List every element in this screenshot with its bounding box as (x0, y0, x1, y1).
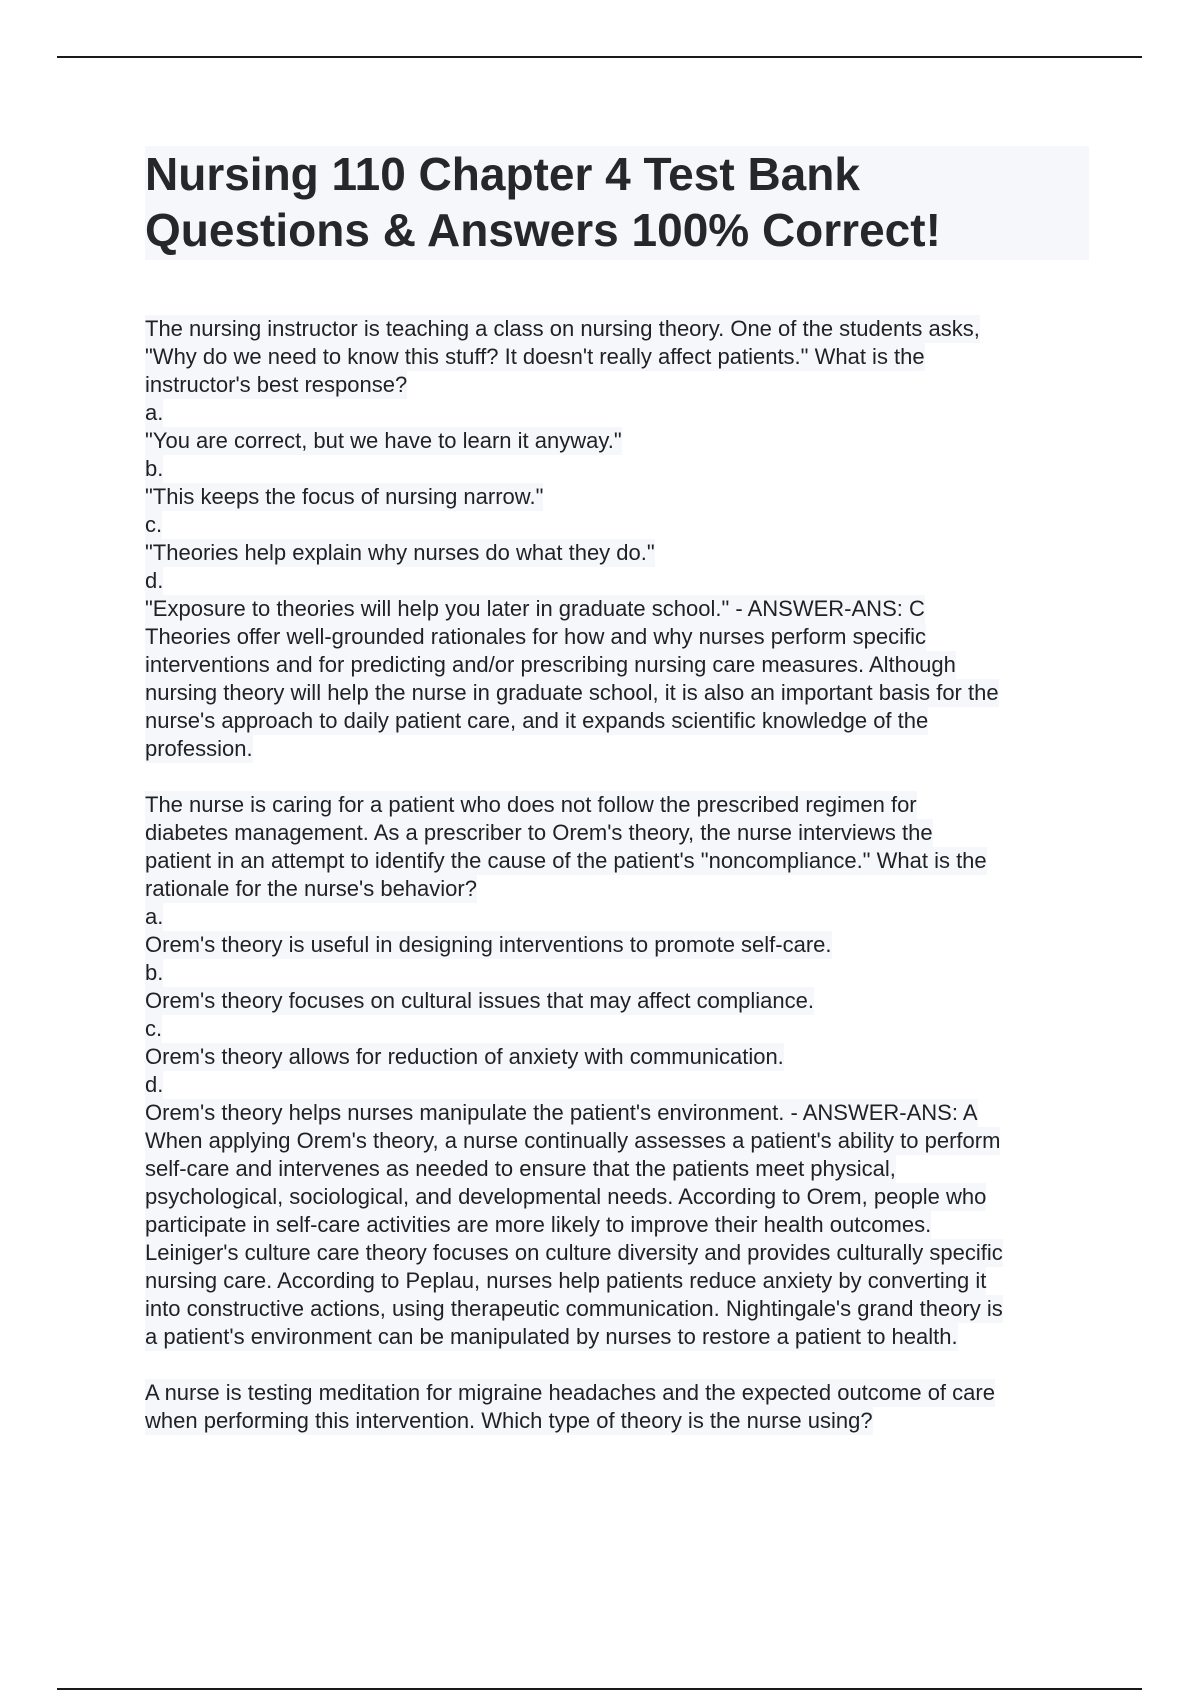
text-line: interventions and for predicting and/or prescribing nursing care measures. Although (145, 652, 956, 677)
text-line: rationale for the nurse's behavior? (145, 876, 477, 901)
text-line: c. (145, 512, 163, 537)
text-line: self-care and intervenes as needed to ensure that the patients meet physical, (145, 1156, 896, 1181)
text-line: When applying Orem's theory, a nurse continually assesses a patient's ability to perform (145, 1128, 1001, 1153)
text-line: b. (145, 960, 164, 985)
text-line: b. (145, 456, 164, 481)
page-title (145, 146, 1089, 258)
text-line: diabetes management. As a prescriber to Orem's theory, the nurse interviews the (145, 820, 933, 845)
text-line: nurse's approach to daily patient care, and it expands scientific knowledge of the (145, 708, 929, 733)
question-list (145, 315, 1089, 1435)
header-rule (57, 56, 1142, 58)
text-line: A nurse is testing meditation for migraine headaches and the expected outcome of care (145, 1380, 995, 1405)
text-line: Orem's theory focuses on cultural issues that may affect compliance. (145, 988, 814, 1013)
text-line: patient in an attempt to identify the cause of the patient's "noncompliance." What is the (145, 848, 987, 873)
text-line: nursing care. According to Peplau, nurses help patients reduce anxiety by converting it (145, 1268, 987, 1293)
text-line: Orem's theory helps nurses manipulate the patient's environment. - ANSWER-ANS: A (145, 1100, 978, 1125)
title-line-2: Questions & Answers 100% Correct! (145, 204, 941, 256)
text-line: "Exposure to theories will help you later in graduate school." - ANSWER-ANS: C (145, 596, 925, 621)
footer-rule (57, 1688, 1142, 1690)
text-line: Theories offer well-grounded rationales for how and why nurses perform specific (145, 624, 926, 649)
text-line: d. (145, 1072, 164, 1097)
text-line: when performing this intervention. Which type of theory is the nurse using? (145, 1408, 873, 1433)
question-block (145, 791, 1089, 1351)
title-line-1: Nursing 110 Chapter 4 Test Bank (145, 148, 860, 200)
text-line: instructor's best response? (145, 372, 408, 397)
text-line: nursing theory will help the nurse in graduate school, it is also an important basis for the (145, 680, 999, 705)
text-line: participate in self-care activities are more likely to improve their health outcomes. (145, 1212, 932, 1237)
text-line: Orem's theory is useful in designing interventions to promote self-care. (145, 932, 832, 957)
text-line: The nurse is caring for a patient who does not follow the prescribed regimen for (145, 792, 917, 817)
text-line: c. (145, 1016, 163, 1041)
text-line: "This keeps the focus of nursing narrow." (145, 484, 544, 509)
question-block (145, 315, 1089, 763)
text-line: psychological, sociological, and developmental needs. According to Orem, people who (145, 1184, 987, 1209)
text-line: d. (145, 568, 164, 593)
text-line: a. (145, 400, 164, 425)
document-title (145, 146, 1089, 260)
text-line: "You are correct, but we have to learn it anyway." (145, 428, 622, 453)
text-line: into constructive actions, using therapeutic communication. Nightingale's grand theory is (145, 1296, 1003, 1321)
question-block (145, 1379, 1089, 1435)
text-line: "Why do we need to know this stuff? It doesn't really affect patients." What is the (145, 344, 925, 369)
text-line: "Theories help explain why nurses do what they do." (145, 540, 655, 565)
text-line: a. (145, 904, 164, 929)
document-body (145, 146, 1089, 1463)
text-line: Orem's theory allows for reduction of anxiety with communication. (145, 1044, 784, 1069)
text-line: The nursing instructor is teaching a class on nursing theory. One of the students asks, (145, 316, 980, 341)
text-line: profession. (145, 736, 253, 761)
text-line: Leiniger's culture care theory focuses on culture diversity and provides culturally specific (145, 1240, 1003, 1265)
text-line: a patient's environment can be manipulated by nurses to restore a patient to health. (145, 1324, 958, 1349)
